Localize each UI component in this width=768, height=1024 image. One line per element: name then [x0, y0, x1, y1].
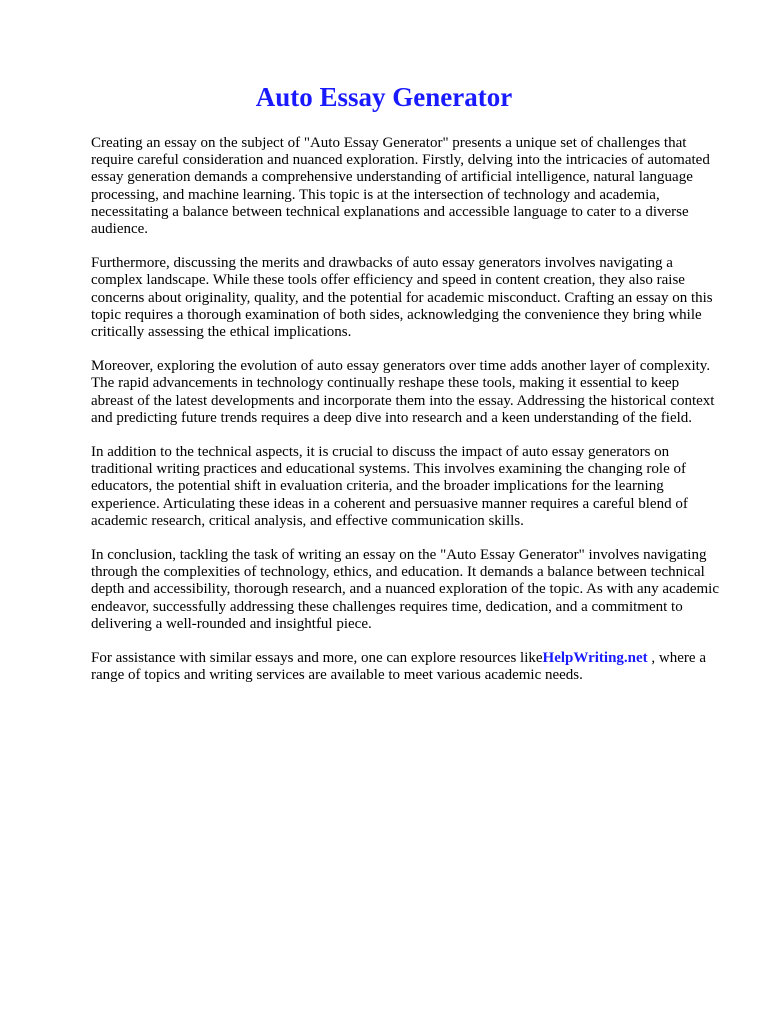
document-title: Auto Essay Generator	[255, 82, 513, 112]
closing-text-after-link: , where a range of topics and writing services are available to meet various academic needs.	[91, 650, 706, 684]
paragraph-intro: Creating an essay on the subject of "Auto Essay Generator" presents a unique set of challenges that require careful consideration and nuanced exploration. Firstly, delving into the intricacies of automated essay generation demands a comprehensive understanding of artificial intelligence, natural language processing, and machine learning. This topic is at the intersection of technology and academia, necessitating a balance between technical explanations and accessible language to cater to a diverse audience.	[91, 135, 710, 238]
paragraph-conclusion: In conclusion, tackling the task of writing an essay on the "Auto Essay Generator" involves navigating through the complexities of technology, ethics, and education. It demands a balance between technical depth and accessibility, thorough research, and a nuanced exploration of the topic. As with any academic endeavor, successfully addressing these challenges requires time, dedication, and a commitment to delivering a well-rounded and insightful piece.	[91, 547, 719, 632]
helpwriting-link[interactable]: HelpWriting.net	[542, 650, 648, 667]
paragraph-closing	[91, 650, 719, 684]
paragraph-impact: In addition to the technical aspects, it is crucial to discuss the impact of auto essay generators on traditional writing practices and educational systems. This involves examining the changing role of educators, the potential shift in evaluation criteria, and the broader implications for the learning experience. Articulating these ideas in a coherent and persuasive manner requires a careful blend of academic research, critical analysis, and effective communication skills.	[91, 444, 688, 529]
paragraph-evolution: Moreover, exploring the evolution of auto essay generators over time adds another layer of complexity. The rapid advancements in technology continually reshape these tools, making it essential to keep abreast of the latest developments and incorporate them into the essay. Addressing the historical context and predicting future trends requires a deep dive into research and a keen understanding of the field.	[91, 358, 715, 426]
closing-text-before-link: For assistance with similar essays and more, one can explore resources like	[91, 650, 543, 667]
paragraph-merits-drawbacks: Furthermore, discussing the merits and drawbacks of auto essay generators involves navigating a complex landscape. While these tools offer efficiency and speed in content creation, they also raise concerns about originality, quality, and the potential for academic misconduct. Crafting an essay on this topic requires a thorough examination of both sides, acknowledging the convenience they bring while critically assessing the ethical implications.	[91, 255, 713, 341]
